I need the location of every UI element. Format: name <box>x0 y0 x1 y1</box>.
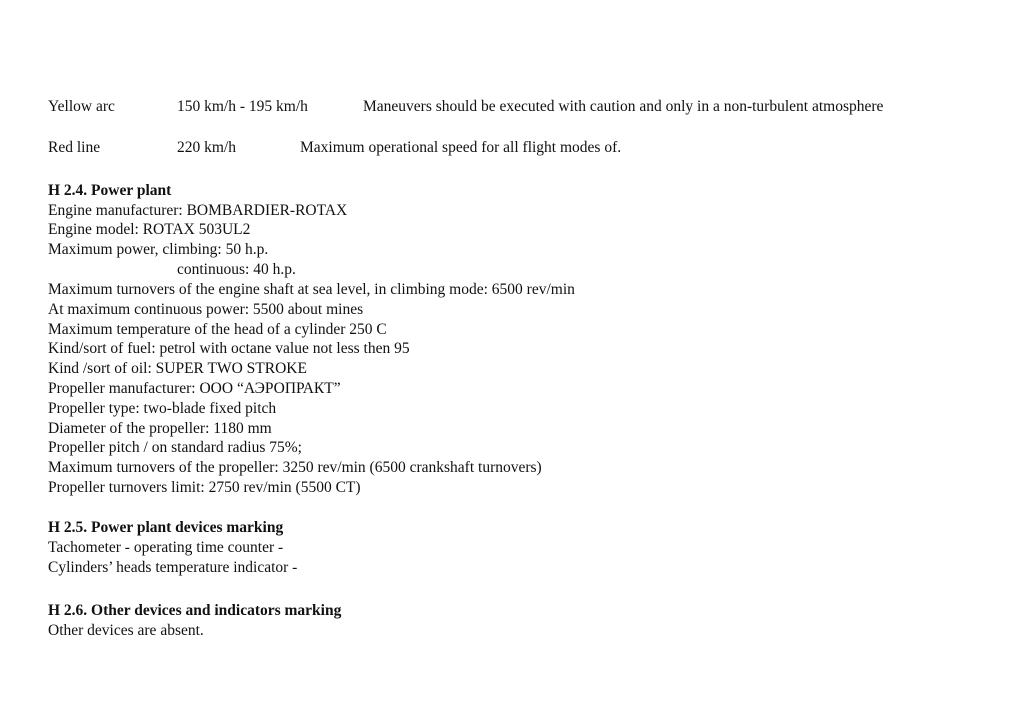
max-cylinder-temp-line: Maximum temperature of the head of a cylinder 250 C <box>48 321 387 338</box>
tachometer-line: Tachometer - operating time counter - <box>48 539 284 556</box>
engine-model-line: Engine model: ROTAX 503UL2 <box>48 221 251 238</box>
red-line-label: Red line <box>48 139 101 156</box>
max-power-climbing-line: Maximum power, climbing: 50 h.p. <box>48 241 269 258</box>
yellow-arc-label: Yellow arc <box>48 98 115 115</box>
other-devices-absent-line: Other devices are absent. <box>48 622 204 639</box>
cylinder-temp-indicator-line: Cylinders’ heads temperature indicator - <box>48 559 298 576</box>
document-page <box>48 0 1008 722</box>
propeller-pitch-line: Propeller pitch / on standard radius 75%; <box>48 439 302 456</box>
power-plant-heading: H 2.4. Power plant <box>48 182 172 199</box>
fuel-kind-line: Kind/sort of fuel: petrol with octane value not less then 95 <box>48 340 410 357</box>
other-devices-heading: H 2.6. Other devices and indicators marking <box>48 602 342 619</box>
max-power-continuous-line: continuous: 40 h.p. <box>177 261 296 278</box>
red-line-range: 220 km/h <box>177 139 236 156</box>
propeller-diameter-line: Diameter of the propeller: 1180 mm <box>48 420 272 437</box>
max-turnovers-engine-line: Maximum turnovers of the engine shaft at sea level, in climbing mode: 6500 rev/min <box>48 281 575 298</box>
devices-marking-heading: H 2.5. Power plant devices marking <box>48 519 284 536</box>
red-line-note: Maximum operational speed for all flight modes of. <box>300 139 622 156</box>
propeller-type-line: Propeller type: two-blade fixed pitch <box>48 400 277 417</box>
yellow-arc-range: 150 km/h - 195 km/h <box>177 98 308 115</box>
yellow-arc-note: Maneuvers should be executed with caution and only in a non-turbulent atmosphere <box>363 98 884 115</box>
propeller-manufacturer-line: Propeller manufacturer: ООО “АЭРОПРАКТ” <box>48 380 341 397</box>
max-continuous-power-line: At maximum continuous power: 5500 about mines <box>48 301 364 318</box>
propeller-max-turnovers-line: Maximum turnovers of the propeller: 3250 rev/min (6500 crankshaft turnovers) <box>48 459 542 476</box>
engine-manufacturer-line: Engine manufacturer: BOMBARDIER-ROTAX <box>48 202 348 219</box>
oil-kind-line: Kind /sort of oil: SUPER TWO STROKE <box>48 360 307 377</box>
propeller-turnovers-limit-line: Propeller turnovers limit: 2750 rev/min (5500 CT) <box>48 479 361 496</box>
